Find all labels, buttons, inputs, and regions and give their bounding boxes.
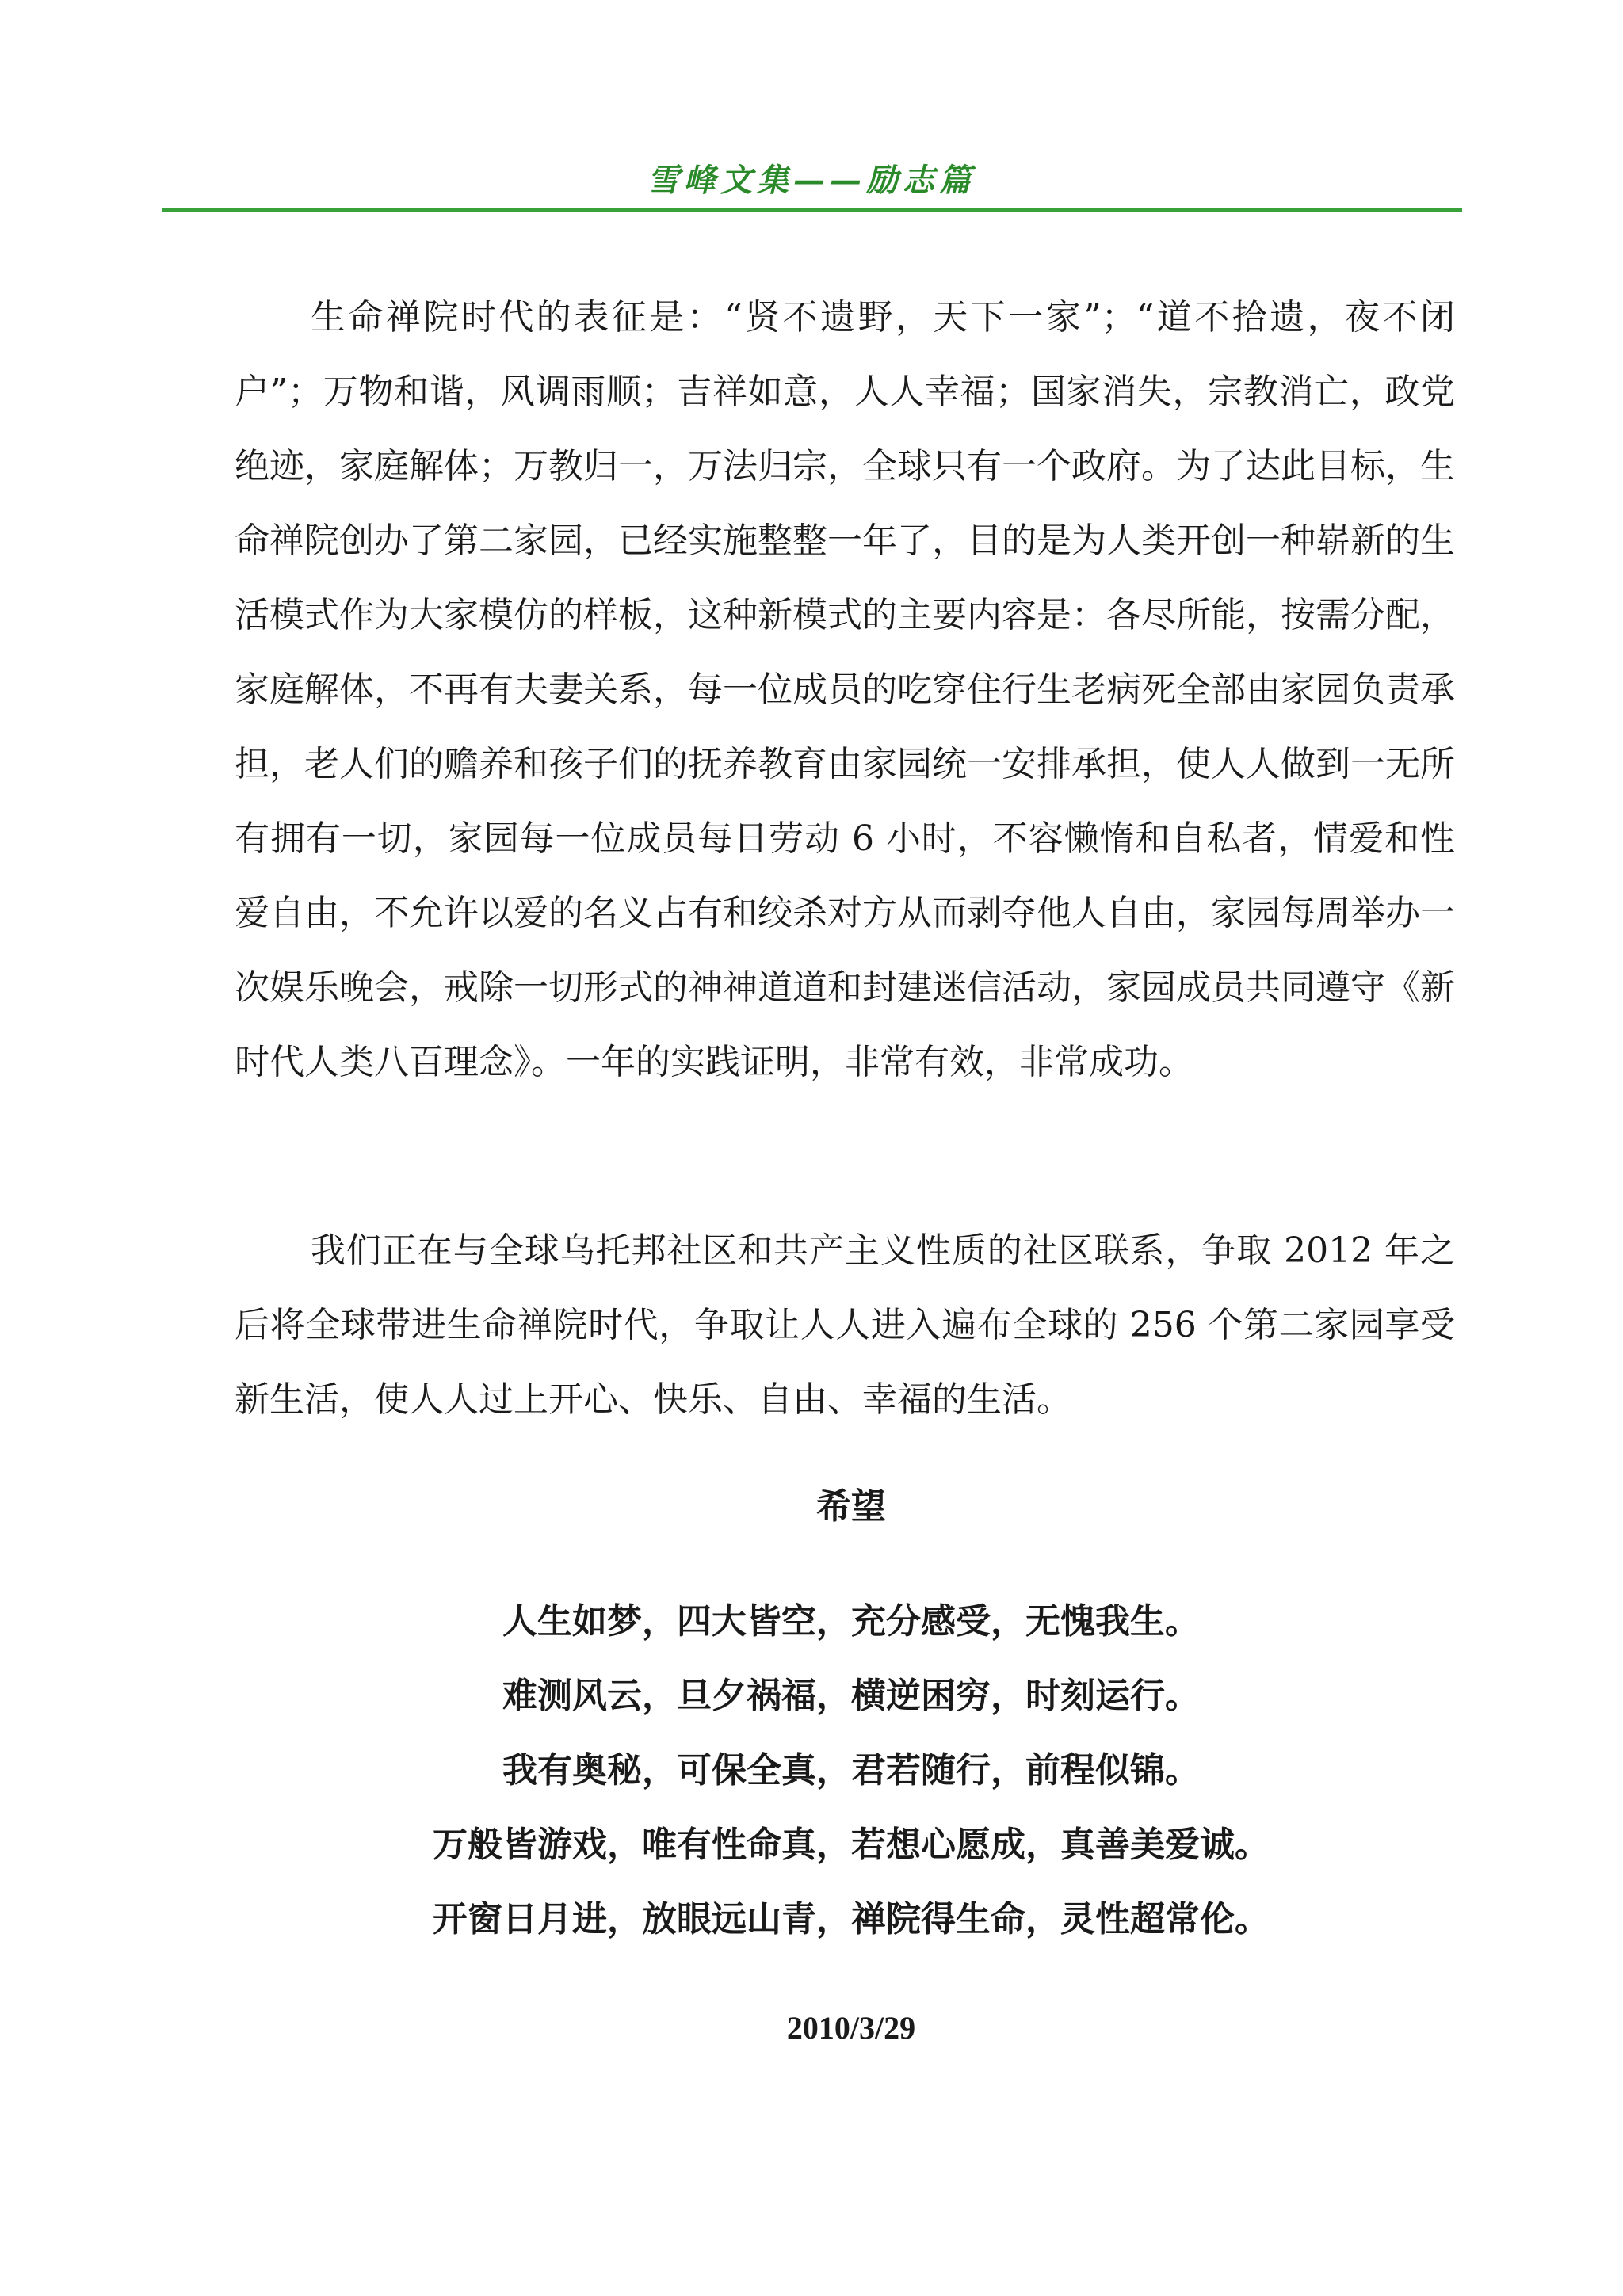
poem-line: 万般皆游戏，唯有性命真，若想心愿成，真善美爱诚。 [433, 1825, 1270, 1865]
date-stamp: 2010/3/29 [786, 2010, 916, 2046]
poem-title: 希望 [816, 1486, 886, 1527]
header-divider [162, 208, 1462, 212]
poem-line: 开窗日月进，放眼远山青，禅院得生命，灵性超常伦。 [433, 1899, 1270, 1939]
poem-line: 我有奥秘，可保全真，君若随行，前程似锦。 [502, 1750, 1200, 1791]
poem-lines [0, 1585, 1623, 1957]
poem-line: 难测风云，旦夕祸福，横逆困穷，时刻运行。 [502, 1676, 1200, 1716]
body-paragraph-2: 我们正在与全球乌托邦社区和共产主义性质的社区联系，争取 2012 年之后将全球带进生命禅院时代，争取让人人进入遍布全球的 256 个第二家园享受新生活，使人人过上开心、快乐、自由、幸福的生活。 [235, 1230, 1455, 1420]
poem-line: 人生如梦，四大皆空，充分感受，无愧我生。 [502, 1601, 1200, 1642]
body-paragraph-1: 生命禅院时代的表征是：“贤不遗野，天下一家”；“道不拾遗，夜不闭户”；万物和谐，风调雨顺；吉祥如意，人人幸福；国家消失，宗教消亡，政党绝迹，家庭解体；万教归一，万法归宗，全球只有一个政府。为了达此目标，生命禅院创办了第二家园，已经实施整整一年了，目的是为人类开创一种崭新的生活模式作为大家模仿的样板，这种新模式的主要内容是：各尽所能，按需分配，家庭解体，不再有夫妻关系，每一位成员的吃穿住行生老病死全部由家园负责承担，老人们的赡养和孩子们的抚养教育由家园统一安排承担，使人人做到一无所有拥有一切，家园每一位成员每日劳动 6 小时，不容懒惰和自私者，情爱和性爱自由，不允许以爱的名义占有和绞杀对方从而剥夺他人自由，家园每周举办一次娱乐晚会，戒除一切形式的神神道道和封建迷信活动，家园成员共同遵守《新时代人类八百理念》。一年的实践证明，非常有效，非常成功。 [235, 297, 1455, 1082]
header-title: 雪峰文集——励志篇 [647, 162, 976, 199]
